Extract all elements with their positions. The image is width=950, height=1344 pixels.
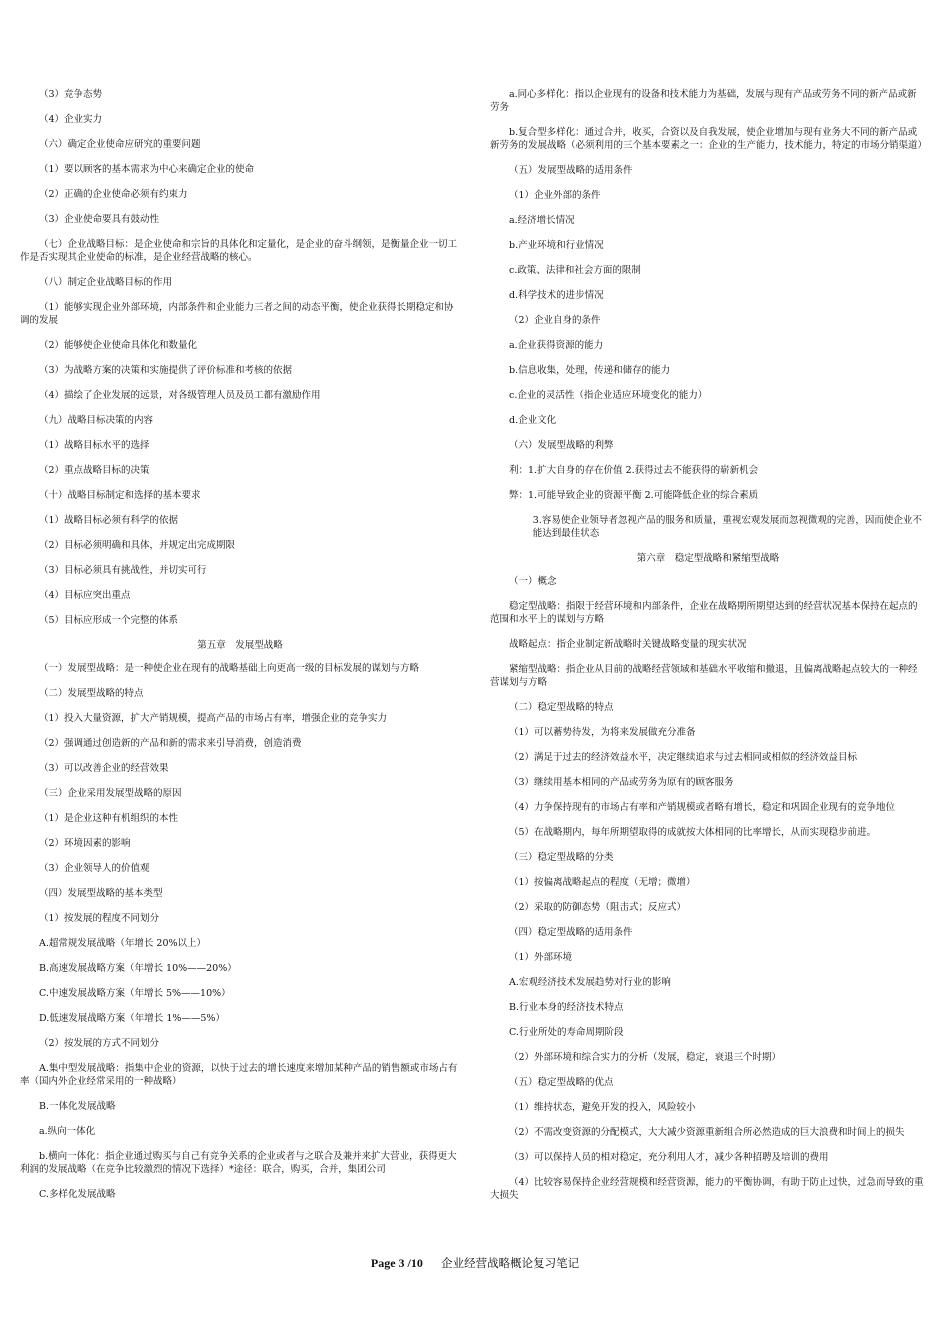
paragraph: b.产业环境和行业情况 (509, 240, 604, 251)
paragraph: （3）可以保持人员的相对稳定，充分利用人才，减少各种招聘及培训的费用 (509, 1152, 829, 1163)
paragraph: a.同心多样化：指以企业现有的设备和技术能力为基础，发展与现有产品或劳务不同的新产品或新劳务 (490, 89, 917, 113)
paragraph: （3）企业领导人的价值观 (39, 863, 150, 874)
paragraph: （2）环境因素的影响 (39, 838, 131, 849)
paragraph: （5）在战略期内，每年所期望取得的成就按大体相同的比率增长，从而实现稳步前进。 (509, 827, 877, 838)
paragraph: （3）为战略方案的决策和实施提供了评价标准和考核的依据 (39, 365, 293, 376)
document-title: 企业经营战略概论复习笔记 (441, 1256, 580, 1270)
paragraph: C.多样化发展战略 (39, 1189, 116, 1200)
paragraph: d.科学技术的进步情况 (509, 290, 604, 301)
paragraph: （1）要以顾客的基本需求为中心来确定企业的使命 (39, 164, 255, 175)
paragraph: A.宏观经济技术发展趋势对行业的影响 (509, 977, 671, 988)
paragraph: （2）重点战略目标的决策 (39, 465, 150, 476)
paragraph: C.中速发展战略方案（年增长 5%——10%） (39, 988, 231, 999)
paragraph: （八）制定企业战略目标的作用 (39, 277, 173, 288)
page-footer (0, 1256, 950, 1270)
paragraph: （2）采取的防御态势（阻击式；反应式） (509, 902, 687, 913)
paragraph: A.超常规发展战略（年增长 20%以上） (39, 938, 207, 949)
paragraph: （2）外部环境和综合实力的分析（发展，稳定，衰退三个时期） (509, 1052, 782, 1063)
paragraph: 战略起点：指企业制定新战略时关键战略变量的现实状况 (509, 639, 747, 650)
paragraph: 利：1.扩大自身的存在价值 2.获得过去不能获得的崭新机会 (509, 465, 759, 476)
paragraph: c.企业的灵活性（指企业适应环境变化的能力） (509, 390, 708, 401)
paragraph: （2）能够使企业使命具体化和数量化 (39, 340, 198, 351)
paragraph: （4）描绘了企业发展的远景，对各级管理人员及员工都有激励作用 (39, 390, 321, 401)
paragraph: （六）发展型战略的利弊 (509, 440, 614, 451)
paragraph: a.纵向一体化 (39, 1126, 96, 1137)
paragraph: （1）能够实现企业外部环境，内部条件和企业能力三者之间的动态平衡，使企业获得长期稳定和协调的发展 (20, 302, 454, 326)
paragraph: b.复合型多样化：通过合并，收买，合资以及自我发展，使企业增加与现有业务大不同的新产品或新劳务的发展战略（必须利用的三个基本要素之一：企业的生产能力，技术能力，特定的市场分销渠道） (490, 127, 928, 151)
paragraph: （4）目标应突出重点 (39, 590, 131, 601)
paragraph: （3）竞争态势 (39, 89, 103, 100)
paragraph: a.经济增长情况 (509, 215, 575, 226)
paragraph: b.横向一体化：指企业通过购买与自己有竞争关系的企业或者与之联合及兼并来扩大营业，获得更大利润的发展战略（在竞争比较激烈的情况下选择）*途径：联合，购买，合并，集团公司 (20, 1151, 457, 1175)
paragraph: （2）不需改变资源的分配模式，大大减少资源重新组合所必然造成的巨大浪费和时间上的损失 (509, 1127, 905, 1138)
paragraph: （1）按发展的程度不同划分 (39, 913, 160, 924)
paragraph: （2）强调通过创造新的产品和新的需求来引导消费，创造消费 (39, 738, 302, 749)
paragraph: d.企业文化 (509, 415, 557, 426)
paragraph: （二）发展型战略的特点 (39, 688, 144, 699)
paragraph: （3）企业使命要具有鼓动性 (39, 214, 160, 225)
paragraph: （三）企业采用发展型战略的原因 (39, 788, 182, 799)
paragraph: （3）可以改善企业的经营效果 (39, 763, 169, 774)
paragraph: c.政策、法律和社会方面的限制 (509, 265, 641, 276)
paragraph: （2）正确的企业使命必须有约束力 (39, 189, 188, 200)
paragraph: （1）外部环境 (509, 952, 573, 963)
paragraph: （5）目标应形成一个完整的体系 (39, 615, 179, 626)
paragraph: （4）力争保持现有的市场占有率和产销规模或者略有增长，稳定和巩固企业现有的竞争地位 (509, 802, 896, 813)
paragraph: （3）继续用基本相同的产品或劳务为原有的顾客服务 (509, 777, 734, 788)
paragraph: （1）战略目标必须有科学的依据 (39, 515, 179, 526)
paragraph: （1）按偏离战略起点的程度（无增；微增） (509, 877, 696, 888)
paragraph: B.高速发展战略方案（年增长 10%——20%） (39, 963, 237, 974)
right-column (490, 88, 926, 1214)
paragraph: （七）企业战略目标：是企业使命和宗旨的具体化和定量化，是企业的奋斗纲领，是衡量企业一切工作是否实现其企业使命的标准，是企业经营战略的核心。 (20, 239, 458, 263)
paragraph: （2）满足于过去的经济效益水平，决定继续追求与过去相同或相似的经济效益目标 (509, 752, 858, 763)
paragraph: （2）企业自身的条件 (509, 315, 601, 326)
paragraph: （1）投入大量资源，扩大产销规模，提高产品的市场占有率，增强企业的竞争实力 (39, 713, 388, 724)
paragraph: （1）维持状态，避免开发的投入，风险较小 (509, 1102, 696, 1113)
paragraph: （4）比较容易保持企业经营规模和经营资源，能力的平衡协调，有助于防止过快，过急而导致的重大损失 (490, 1177, 924, 1201)
paragraph: （四）稳定型战略的适用条件 (509, 927, 633, 938)
paragraph: （2）目标必须明确和具体，并规定出完成期限 (39, 540, 236, 551)
paragraph: 稳定型战略：指限于经营环境和内部条件，企业在战略期所期望达到的经营状况基本保持在起点的范围和水平上的谋划与方略 (490, 601, 918, 625)
chapter-heading: 第六章 稳定型战略和紧缩型战略 (636, 553, 780, 564)
paragraph: 紧缩型战略：指企业从目前的战略经营领域和基础水平收缩和撤退，且偏离战略起点较大的一种经营谋划与方略 (490, 664, 918, 688)
paragraph: （六）确定企业使命应研究的重要问题 (39, 139, 201, 150)
paragraph: （一）发展型战略：是一种使企业在现有的战略基础上向更高一级的目标发展的谋划与方略 (39, 663, 420, 674)
paragraph: （1）是企业这种有机组织的本性 (39, 813, 179, 824)
paragraph: （五）稳定型战略的优点 (509, 1077, 614, 1088)
paragraph: A.集中型发展战略：指集中企业的资源，以快于过去的增长速度来增加某种产品的销售额或市场占有率（国内外企业经常采用的一种战略） (20, 1063, 458, 1087)
chapter-heading: 第五章 发展型战略 (197, 640, 283, 651)
paragraph: （四）发展型战略的基本类型 (39, 888, 163, 899)
paragraph: （十）战略目标制定和选择的基本要求 (39, 490, 201, 501)
paragraph: C.行业所处的寿命周期阶段 (509, 1027, 624, 1038)
paragraph: B.行业本身的经济技术特点 (509, 1002, 624, 1013)
paragraph: （五）发展型战略的适用条件 (509, 165, 633, 176)
paragraph: （九）战略目标决策的内容 (39, 415, 154, 426)
left-column (20, 88, 460, 1213)
paragraph: （三）稳定型战略的分类 (509, 852, 614, 863)
paragraph: B.一体化发展战略 (39, 1101, 116, 1112)
paragraph: （3）目标必须具有挑战性，并切实可行 (39, 565, 207, 576)
paragraph: 3.容易使企业领导者忽视产品的服务和质量，重视宏观发展而忽视微观的完善，因而使企业不能达到最佳状态 (532, 515, 922, 539)
paragraph: （2）按发展的方式不同划分 (39, 1038, 160, 1049)
paragraph: （1）战略目标水平的选择 (39, 440, 150, 451)
paragraph: （1）企业外部的条件 (509, 190, 601, 201)
paragraph: （二）稳定型战略的特点 (509, 702, 614, 713)
paragraph: 弊：1.可能导致企业的资源平衡 2.可能降低企业的综合素质 (509, 490, 759, 501)
paragraph: b.信息收集，处理，传递和储存的能力 (509, 365, 671, 376)
paragraph: （4）企业实力 (39, 114, 103, 125)
page-number: Page 3 /10 (370, 1256, 423, 1270)
paragraph: （一）概念 (509, 576, 557, 587)
paragraph: （1）可以蓄势待发，为将来发展做充分准备 (509, 727, 696, 738)
paragraph: a.企业获得资源的能力 (509, 340, 604, 351)
paragraph: D.低速发展战略方案（年增长 1%——5%） (39, 1013, 225, 1024)
